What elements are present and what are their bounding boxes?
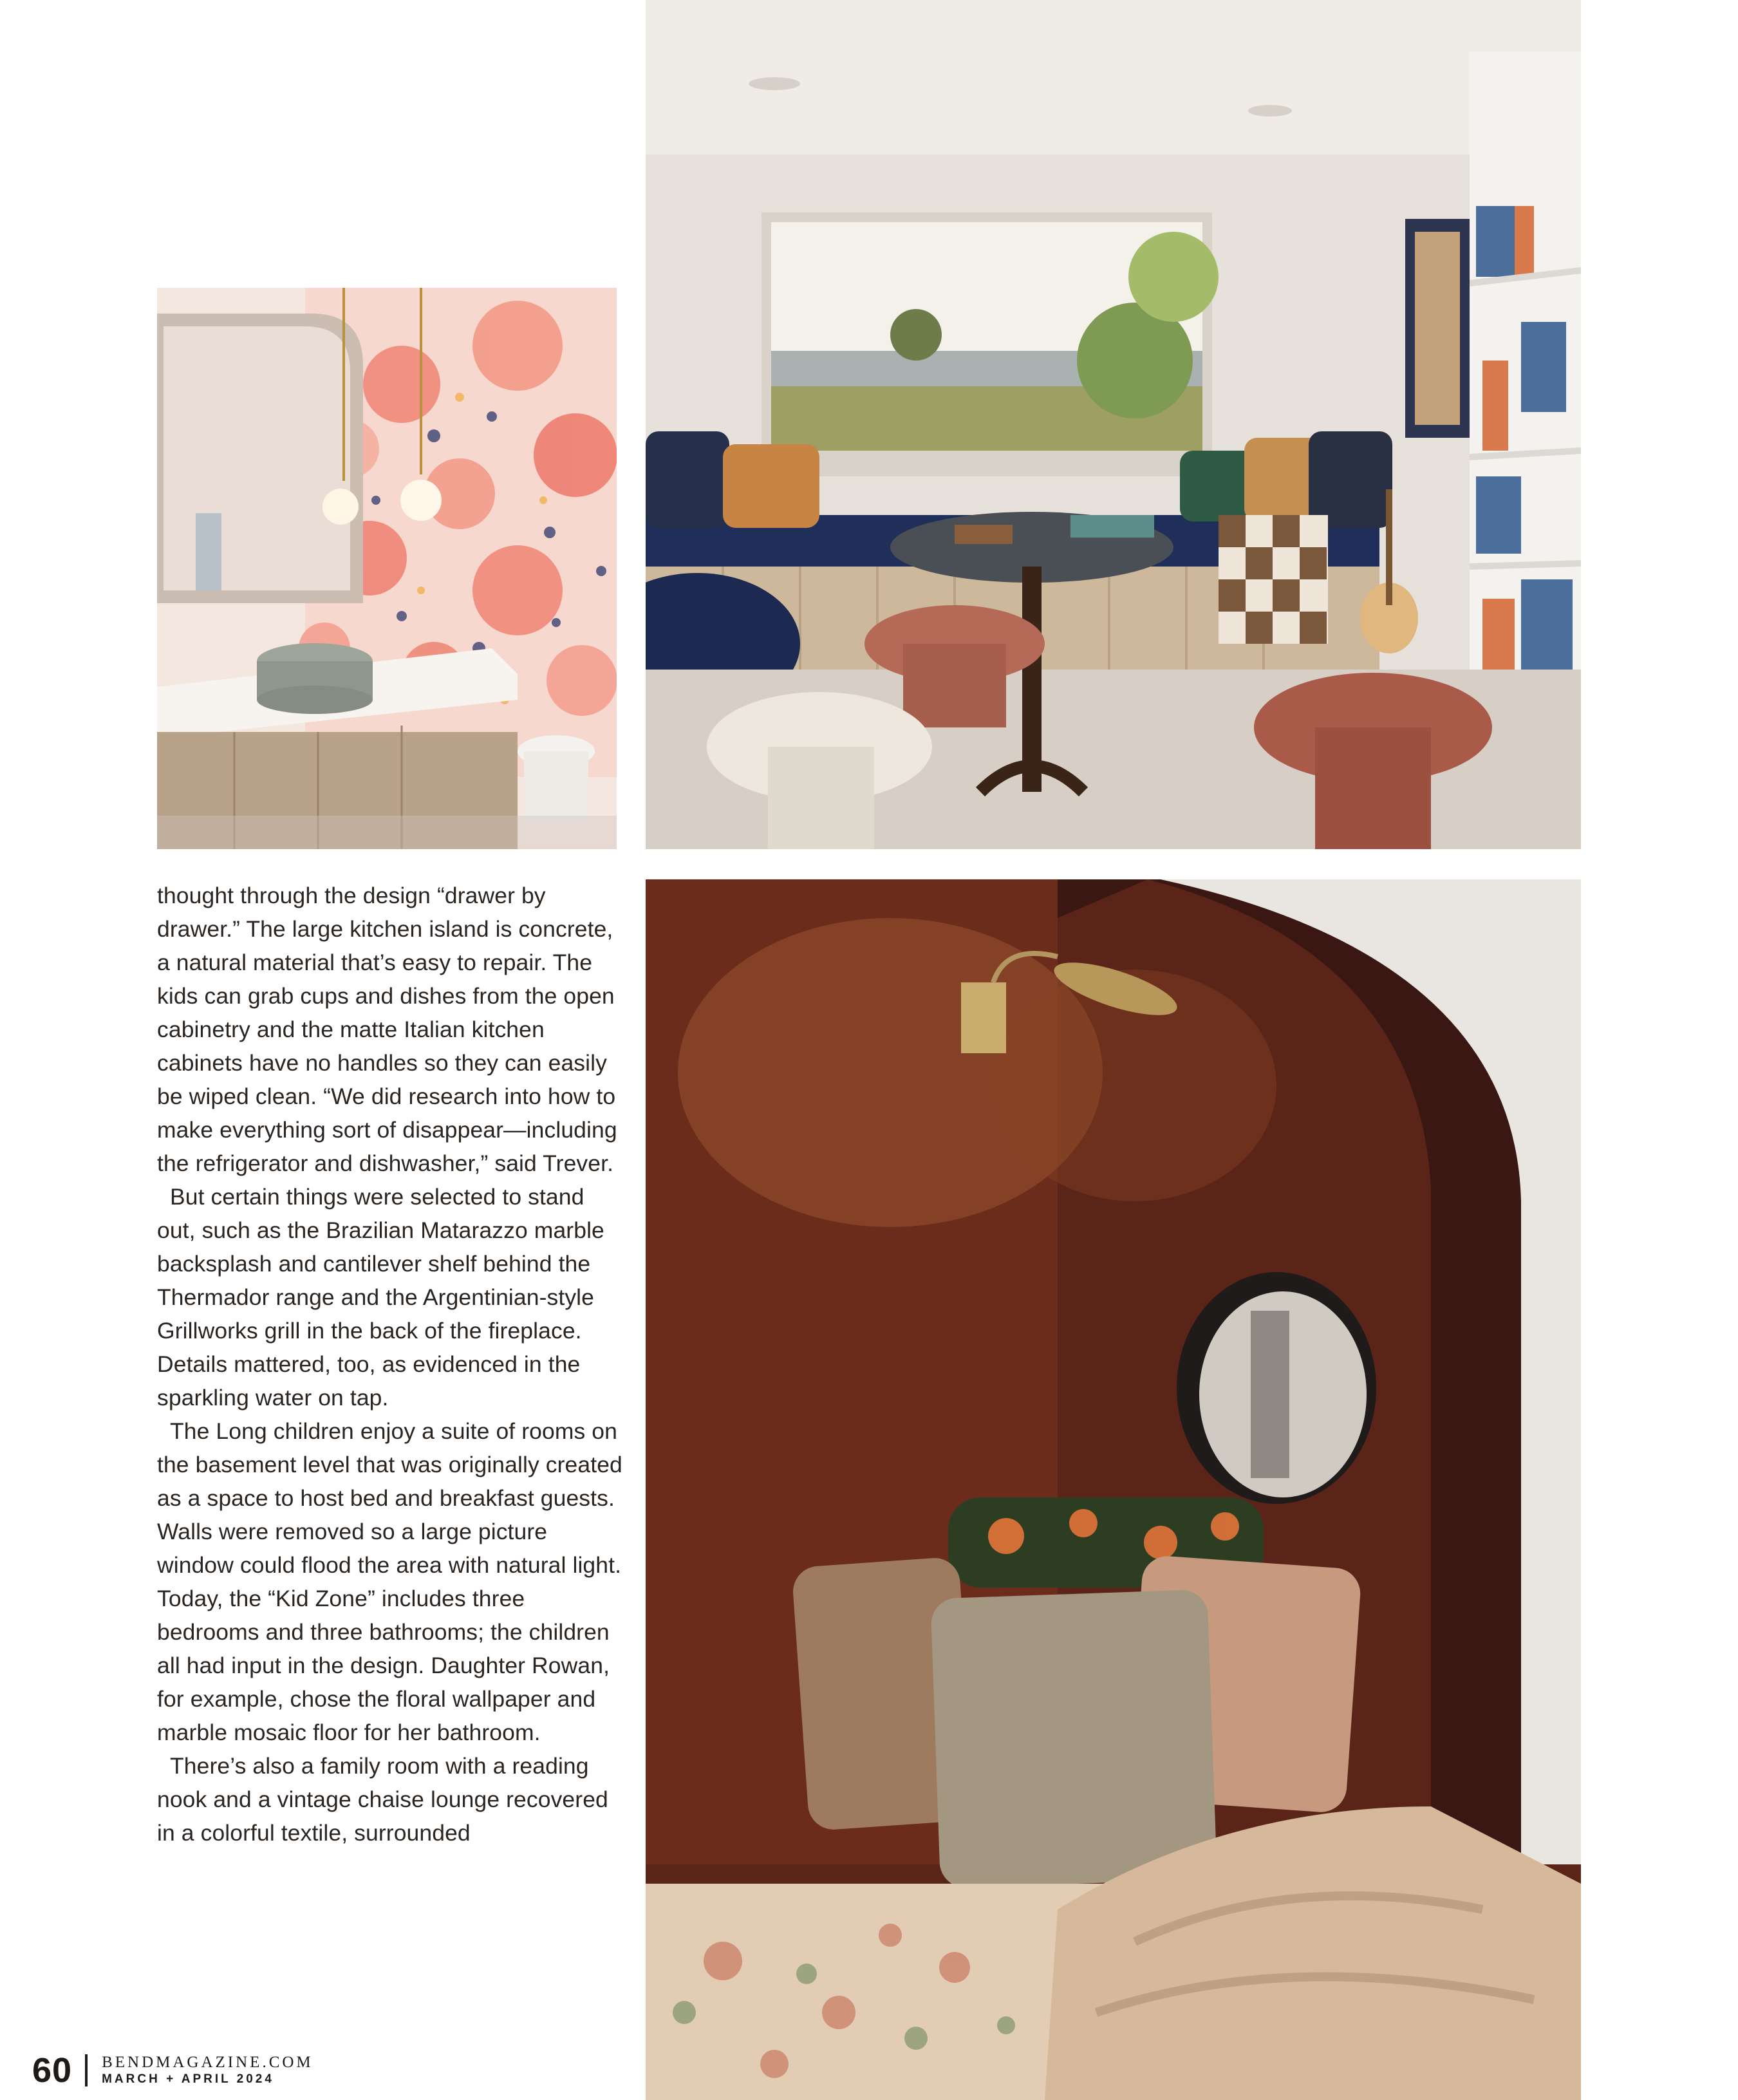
reading-nook-illustration	[646, 879, 1581, 2100]
article-paragraph: But certain things were selected to stand out, such as the Brazilian Matarazzo marble backsplash and cantilever shelf behind the Thermador range and the Argentinian-style Grillworks grill in the back of the fireplace. Details mattered, too, as evidenced in the sparkling water on tap.	[157, 1184, 604, 1411]
playroom-photo	[646, 0, 1581, 849]
playroom-illustration	[646, 0, 1581, 849]
site-name: BENDMAGAZINE.COM	[102, 2054, 313, 2071]
article-body	[157, 879, 627, 1850]
bathroom-photo	[157, 288, 617, 849]
article-paragraph: The Long children enjoy a suite of rooms on the basement level that was originally created as a space to host bed and breakfast guests. Walls were removed so a large picture window could flood the area with natural light. Today, the “Kid Zone” includes three bedrooms and three bathrooms; the children all had input in the design. Daughter Rowan, for example, chose the floral wallpaper and marble mosaic floor for her bathroom.	[157, 1418, 622, 1745]
folio-divider	[85, 2054, 88, 2086]
folio-text	[102, 2054, 313, 2087]
issue-date: MARCH + APRIL 2024	[102, 2072, 274, 2086]
page-folio	[32, 2048, 313, 2092]
article-paragraph: thought through the design “drawer by drawer.” The large kitchen island is concrete, a natural material that’s easy to repair. The kids can grab cups and dishes from the open cabinetry and the matte Italian kitchen cabinets have no handles so they can easily be wiped clean. “We did research into how to make everything sort of disappear—including the refrigerator and dishwasher,” said Trever.	[157, 883, 617, 1176]
reading-nook-photo	[646, 879, 1581, 2100]
page-number: 60	[32, 2051, 73, 2090]
article-paragraph: There’s also a family room with a reading nook and a vintage chaise lounge recovered in a colorful textile, surrounded	[157, 1753, 608, 1846]
bathroom-illustration	[157, 288, 617, 849]
